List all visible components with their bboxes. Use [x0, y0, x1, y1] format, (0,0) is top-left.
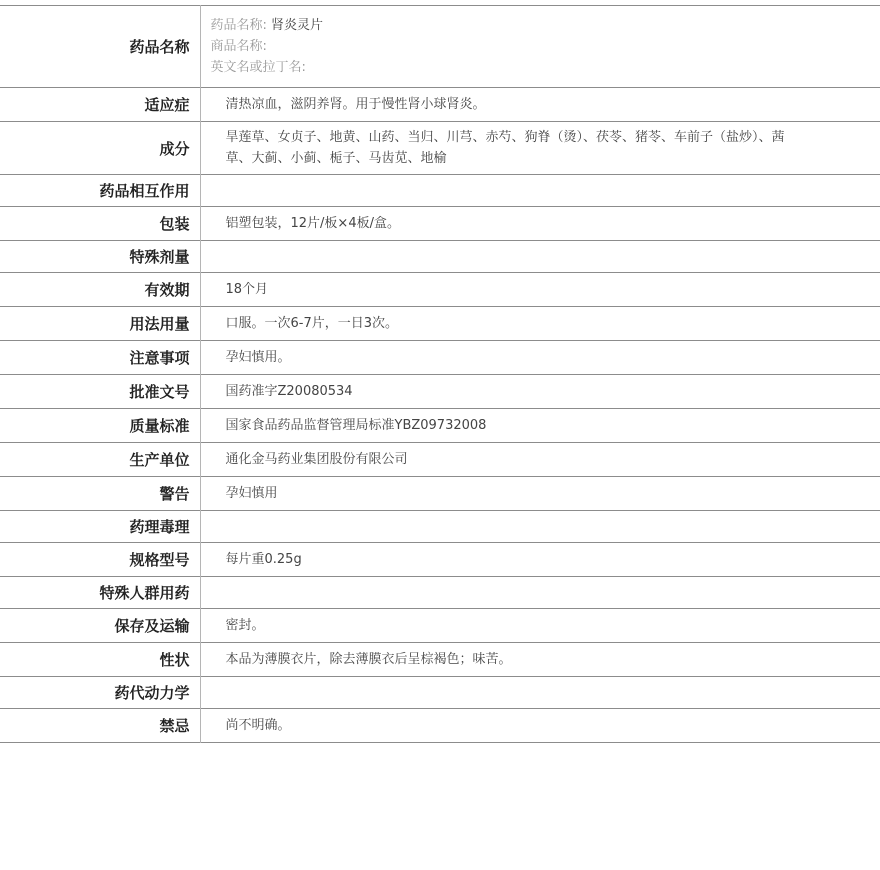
- spec-value: 铝塑包装，12片/板×4板/盒。: [225, 216, 400, 231]
- spec-value: [200, 577, 880, 609]
- spec-row-description: [0, 643, 880, 677]
- spec-label: 特殊剂量: [0, 241, 200, 273]
- spec-label: 包装: [0, 207, 200, 241]
- spec-value-names: [200, 6, 880, 88]
- spec-row-contraindications: [0, 709, 880, 743]
- spec-row-precautions: [0, 341, 880, 375]
- spec-value: [200, 677, 880, 709]
- spec-row-pharmacology: [0, 511, 880, 543]
- spec-row-special-populations: [0, 577, 880, 609]
- spec-row-shelf-life: [0, 273, 880, 307]
- english-name-field: 英文名或拉丁名:: [210, 60, 306, 75]
- spec-value: 密封。: [225, 618, 265, 633]
- trade-name-field: 商品名称:: [210, 39, 267, 54]
- english-name-line: [211, 57, 791, 78]
- spec-value: 18个月: [225, 282, 269, 297]
- spec-label: 药代动力学: [0, 677, 200, 709]
- spec-value: 口服。一次6-7片，一日3次。: [225, 316, 399, 331]
- spec-label: 批准文号: [0, 375, 200, 409]
- spec-value: 旱莲草、女贞子、地黄、山药、当归、川芎、赤芍、狗脊（烫）、茯苓、猪苓、车前子（盐炒）、茜草、大蓟、小蓟、栀子、马齿苋、地榆: [225, 130, 785, 166]
- spec-value: 每片重0.25g: [225, 552, 302, 567]
- spec-value: 国家食品药品监督管理局标准YBZ09732008: [225, 418, 487, 433]
- spec-value: 本品为薄膜衣片，除去薄膜衣后呈棕褐色；味苦。: [225, 652, 512, 667]
- spec-value: [200, 175, 880, 207]
- trade-name-line: [211, 36, 791, 57]
- spec-row-usage: [0, 307, 880, 341]
- drug-name-line: [211, 15, 791, 36]
- spec-label: 质量标准: [0, 409, 200, 443]
- spec-label: 注意事项: [0, 341, 200, 375]
- spec-row-warning: [0, 477, 880, 511]
- spec-label: 生产单位: [0, 443, 200, 477]
- spec-label: 警告: [0, 477, 200, 511]
- spec-row-manufacturer: [0, 443, 880, 477]
- spec-row-pharmacokinetics: [0, 677, 880, 709]
- spec-label: 保存及运输: [0, 609, 200, 643]
- spec-row-storage: [0, 609, 880, 643]
- spec-row-indications: [0, 88, 880, 122]
- drug-name-value: 肾炎灵片: [271, 18, 324, 33]
- spec-value: [200, 241, 880, 273]
- spec-label: 有效期: [0, 273, 200, 307]
- drug-spec-table: [0, 5, 880, 743]
- spec-row-special-dosage: [0, 241, 880, 273]
- spec-label: 性状: [0, 643, 200, 677]
- spec-label: 规格型号: [0, 543, 200, 577]
- spec-value: 孕妇慎用。: [225, 350, 291, 365]
- spec-row-specification: [0, 543, 880, 577]
- spec-label: 禁忌: [0, 709, 200, 743]
- spec-label-drug-name: 药品名称: [0, 6, 200, 88]
- spec-label: 适应症: [0, 88, 200, 122]
- spec-value: 国药准字Z20080534: [225, 384, 353, 399]
- spec-row-packaging: [0, 207, 880, 241]
- spec-value: 尚不明确。: [225, 718, 291, 733]
- spec-row-drug-name: [0, 6, 880, 88]
- spec-label: 用法用量: [0, 307, 200, 341]
- spec-value: [200, 511, 880, 543]
- spec-label: 特殊人群用药: [0, 577, 200, 609]
- spec-row-ingredients: [0, 122, 880, 175]
- spec-row-interactions: [0, 175, 880, 207]
- spec-label: 药品相互作用: [0, 175, 200, 207]
- drug-name-field: 药品名称:: [210, 18, 267, 33]
- spec-row-quality-standard: [0, 409, 880, 443]
- spec-value: 通化金马药业集团股份有限公司: [225, 452, 408, 467]
- spec-value: 孕妇慎用: [225, 486, 278, 501]
- spec-label: 药理毒理: [0, 511, 200, 543]
- spec-row-approval-number: [0, 375, 880, 409]
- spec-label: 成分: [0, 122, 200, 175]
- spec-value: 清热凉血，滋阴养肾。用于慢性肾小球肾炎。: [225, 97, 486, 112]
